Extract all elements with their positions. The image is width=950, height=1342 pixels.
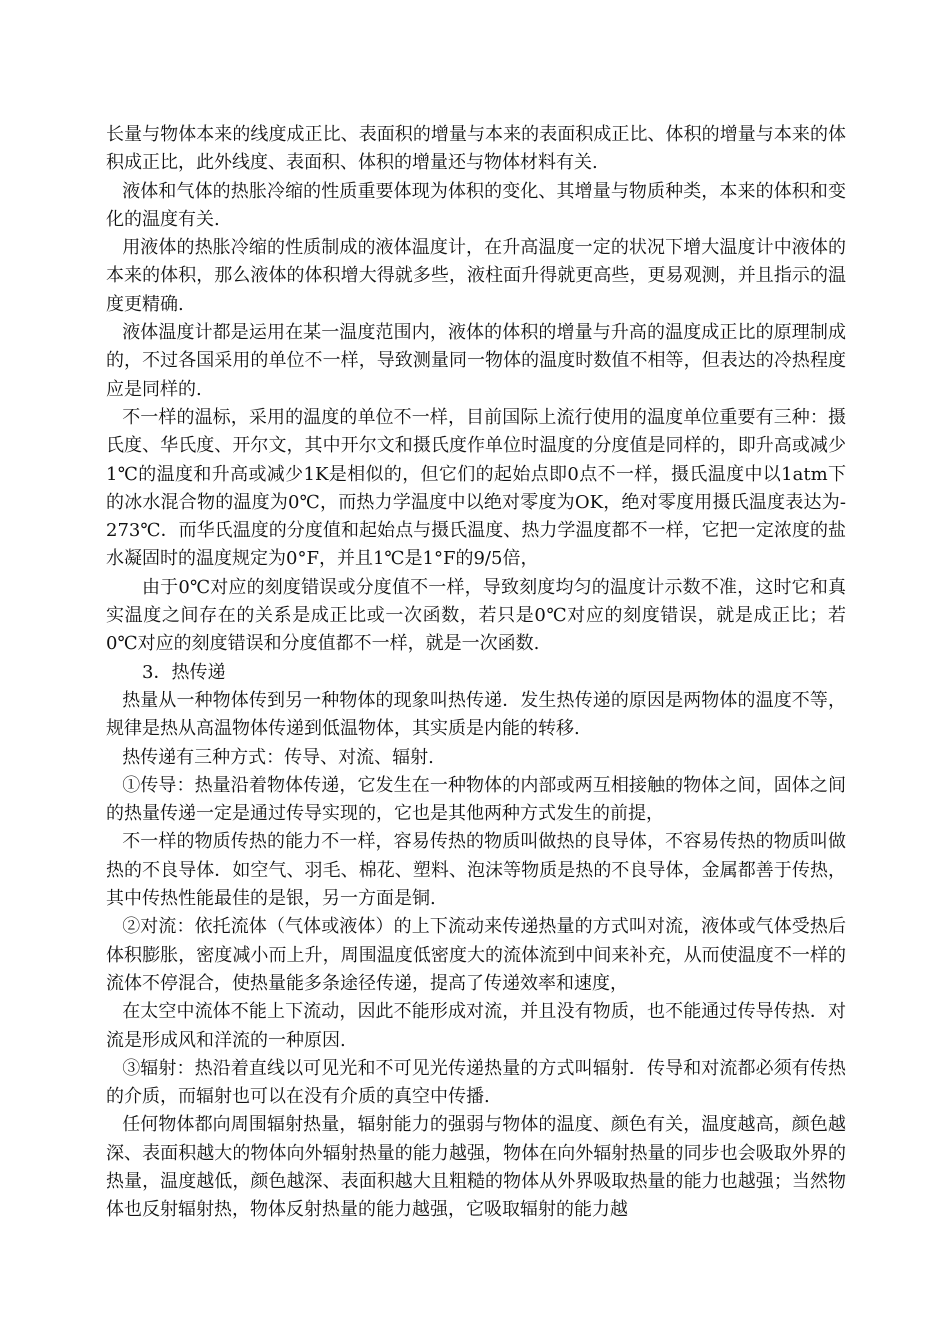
- paragraph-conduction: ①传导：热量沿着物体传递，它发生在一种物体的内部或两互相接触的物体之间，固体之间的热量传递一定是通过传导实现的，它也是其他两种方式发生的前提，: [106, 774, 846, 825]
- paragraph-liquid-gas-expansion: 液体和气体的热胀冷缩的性质重要体现为体积的变化、其增量与物质种类，本来的体积和变化的温度有关.: [106, 180, 846, 230]
- paragraph-liquid-thermometer: 用液体的热胀冷缩的性质制成的液体温度计，在升高温度一定的状况下增大温度计中液体的本来的体积，那么液体的体积增大得就多些，液柱面升得就更高些，更易观测，并且指示的温度更精确.: [106, 237, 846, 315]
- document-page: [106, 121, 846, 1225]
- paragraph-radiation-ability: 任何物体都向周围辐射热量，辐射能力的强弱与物体的温度、颜色有关，温度越高，颜色越深、表面积越大的物体向外辐射热量的能力越强，物体在向外辐射热量的同步也会吸取外界的热量，温度越低，颜色越深、表面积越大且粗糙的物体从外界吸取热量的能力也越强；当然物体也反射辐射热，物体反射热量的能力越强，它吸取辐射的能力越: [106, 1114, 846, 1221]
- paragraph-radiation: ③辐射：热沿着直线以可见光和不可见光传递热量的方式叫辐射．传导和对流都必须有传热的介质，而辐射也可以在没有介质的真空中传播.: [106, 1057, 846, 1108]
- section-heading-heat-transfer: 3．热传递: [142, 661, 226, 683]
- paragraph-three-modes: 热传递有三种方式：传导、对流、辐射.: [122, 746, 434, 768]
- paragraph-heat-transfer-definition: 热量从一种物体传到另一种物体的现象叫热传递．发生热传递的原因是两物体的温度不等，规律是热从高温物体传递到低温物体，其实质是内能的转移.: [106, 689, 846, 740]
- paragraph-convection-space: 在太空中流体不能上下流动，因此不能形成对流，并且没有物质，也不能通过传导传热．对流是形成风和洋流的一种原因.: [106, 1001, 846, 1051]
- paragraph-temperature-scales: 不一样的温标，采用的温度的单位不一样，目前国际上流行使用的温度单位重要有三种：摄氏度、华氏度、开尔文，其中开尔文和摄氏度作单位时温度的分度值是同样的，即升高或减少1℃的温度和升高或减少1K是相似的，但它们的起始点即0点不一样，摄氏温度中以1atm下的冰水混合物的温度为0℃，而热力学温度中以绝对零度为OK，绝对零度用摄氏温度表达为-273℃．而华氏温度的分度值和起始点与摄氏温度、热力学温度都不一样，它把一定浓度的盐水凝固时的温度规定为0°F，并且1℃是1°F的9/5倍，: [106, 406, 846, 570]
- paragraph-convection: ②对流：依托流体（气体或液体）的上下流动来传递热量的方式叫对流，液体或气体受热后体积膨胀，密度减小而上升，周围温度低密度大的流体流到中间来补充，从而使温度不一样的流体不停混合，使热量能多条途径传递，提高了传递效率和速度，: [106, 916, 846, 994]
- paragraph-linear-expansion: 长量与物体本来的线度成正比、表面积的增量与本来的表面积成正比、体积的增量与本来的体积成正比，此外线度、表面积、体积的增量还与物体材料有关.: [106, 124, 846, 174]
- paragraph-scale-error: 由于0℃对应的刻度错误或分度值不一样，导致刻度均匀的温度计示数不准，这时它和真实温度之间存在的关系是成正比或一次函数，若只是0℃对应的刻度错误，就是成正比；若0℃对应的刻度错误和分度值都不一样，就是一次函数.: [106, 576, 846, 655]
- paragraph-conductors: 不一样的物质传热的能力不一样，容易传热的物质叫做热的良导体，不容易传热的物质叫做热的不良导体．如空气、羽毛、棉花、塑料、泡沫等物质是热的不良导体，金属都善于传热，其中传热性能最佳的是银，另一方面是铜.: [106, 831, 846, 910]
- paragraph-thermometer-principle: 液体温度计都是运用在某一温度范围内，液体的体积的增量与升高的温度成正比的原理制成的，不过各国采用的单位不一样，导致测量同一物体的温度时数值不相等，但表达的冷热程度应是同样的.: [106, 322, 846, 400]
